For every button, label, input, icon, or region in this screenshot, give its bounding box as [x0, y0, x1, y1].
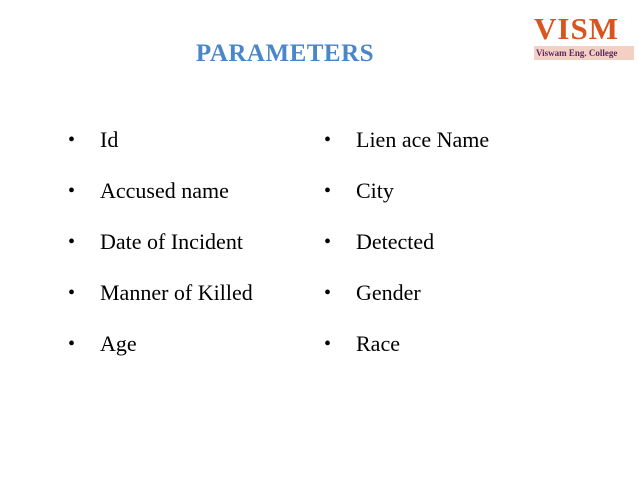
right-parameter-list	[324, 126, 489, 381]
list-item	[68, 126, 253, 177]
list-item	[324, 330, 489, 381]
list-item-label: Race	[356, 331, 400, 356]
list-item	[68, 330, 253, 381]
logo-subtitle: Viswam Eng. College	[536, 48, 618, 58]
list-item-label: Accused name	[100, 178, 229, 203]
list-item-label: City	[356, 178, 394, 203]
bullet-icon: •	[324, 180, 332, 202]
bullet-icon: •	[324, 231, 332, 253]
logo-wordmark: VISM	[534, 11, 619, 46]
bullet-icon: •	[68, 129, 76, 151]
list-item	[324, 228, 489, 279]
list-item	[324, 177, 489, 228]
list-item	[68, 279, 253, 330]
left-parameter-list	[68, 126, 253, 381]
bullet-icon: •	[324, 129, 332, 151]
bullet-icon: •	[68, 282, 76, 304]
slide-title: PARAMETERS	[195, 40, 375, 67]
list-item	[324, 279, 489, 330]
bullet-icon: •	[68, 333, 76, 355]
list-item-label: Lien ace Name	[356, 127, 490, 152]
list-item	[68, 228, 253, 279]
list-item-label: Date of Incident	[100, 229, 243, 254]
list-item	[68, 177, 253, 228]
list-item-label: Gender	[356, 280, 421, 305]
bullet-icon: •	[324, 282, 332, 304]
bullet-icon: •	[68, 231, 76, 253]
list-item-label: Manner of Killed	[100, 280, 253, 305]
bullet-icon: •	[68, 180, 76, 202]
list-item	[324, 126, 489, 177]
list-item-label: Age	[100, 331, 137, 356]
list-item-label: Id	[100, 127, 119, 152]
bullet-icon: •	[324, 333, 332, 355]
list-item-label: Detected	[356, 229, 435, 254]
